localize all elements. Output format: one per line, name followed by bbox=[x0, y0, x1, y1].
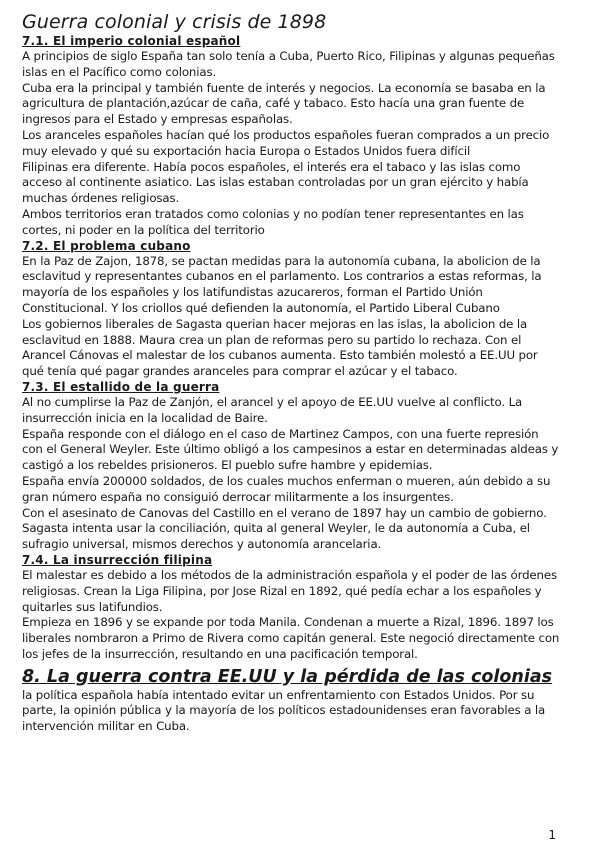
section-heading: 7.1. El imperio colonial español bbox=[22, 34, 241, 48]
paragraph: Al no cumplirse la Paz de Zanjón, el arancel y el apoyo de EE.UU vuelve al conflicto. La insurrección inicia en la localidad de Baire. bbox=[22, 394, 523, 425]
paragraph: Los aranceles españoles hacían qué los productos españoles fueran comprados a un precio muy elevado y qué su exportación hacia Europa o Estados Unidos fuera difícil bbox=[22, 127, 550, 158]
section-heading: 7.4. La insurrección filipina bbox=[22, 552, 213, 567]
paragraph: Filipinas era diferente. Había pocos españoles, el interés era el tabaco y las islas como acceso al continente asiatico. Las islas estaban controladas por un gran ejército y había muchas órdenes religiosas. bbox=[22, 159, 529, 206]
section-insurreccion-filipina bbox=[22, 553, 562, 663]
section-heading: 8. La guerra contra EE.UU y la pérdida de las colonias bbox=[22, 666, 553, 687]
paragraph: Empieza en 1896 y se expande por toda Manila. Condenan a muerte a Rizal, 1896. 1897 los liberales nombraron a Primo de Rivera como capitán general. Este negoció directamente con los jefes de la insurrección, resultando en una pacificación temporal. bbox=[22, 615, 560, 661]
section-heading: 7.3. El estallido de la guerra bbox=[22, 379, 220, 394]
section-estallido-guerra bbox=[22, 380, 562, 553]
paragraph: Con el asesinato de Canovas del Castillo en el verano de 1897 hay un cambio de gobierno. Sagasta intenta usar la conciliación, quita al general Weyler, le da autonomía a Cuba, el sufragio universal, mismos derechos y autonomía arancelaria. bbox=[22, 505, 547, 552]
paragraph: A principios de siglo España tan solo tenía a Cuba, Puerto Rico, Filipinas y algunas pequeñas islas en el Pacífico como colonias. bbox=[22, 49, 555, 79]
paragraph: El malestar es debido a los métodos de la administración española y el poder de las órdenes religiosas. Crean la Liga Filipina, por Jose Rizal en 1892, qué pedía echar a los españoles y quitarles sus latifundios. bbox=[22, 567, 557, 614]
section-heading: 7.2. El problema cubano bbox=[22, 238, 191, 253]
section-imperio-colonial bbox=[22, 34, 562, 239]
document-page bbox=[22, 10, 562, 735]
paragraph: Los gobiernos liberales de Sagasta querian hacer mejoras en las islas, la abolicion de la esclavitud en 1888. Maura crea un plan de reformas pero su partido lo rechaza. Con el Arancel Cánovas el malestar de los cubanos aumenta. Esto también molestó a EE.UU por qué tenía qué pagar grandes aranceles para comprar el azúcar y el tabaco. bbox=[22, 316, 538, 379]
page-number: 1 bbox=[548, 828, 556, 842]
page-title: Guerra colonial y crisis de 1898 bbox=[22, 11, 327, 33]
paragraph: España responde con el diálogo en el caso de Martinez Campos, con una fuerte represión con el General Weyler. Este último obligó a los campesinos a estar en determinadas aldeas y castigó a los rebeldes prisioneros. El pueblo sufre hambre y epidemias. bbox=[22, 426, 559, 473]
section-guerra-eeuu bbox=[22, 667, 562, 735]
paragraph: Ambos territorios eran tratados como colonias y no podían tener representantes en las cortes, ni poder en la política del territorio bbox=[22, 206, 524, 237]
paragraph: la política española había intentado evitar un enfrentamiento con Estados Unidos. Por su parte, la opinión pública y la mayoría de los políticos estadounidenses eran favorables a la intervención militar en Cuba. bbox=[22, 687, 546, 734]
paragraph: Cuba era la principal y también fuente de interés y negocios. La economía se basaba en la agricultura de plantación,azúcar de caña, café y tabaco. Esto hacía una gran fuente de ingresos para el Estado y empresas españolas. bbox=[22, 80, 546, 127]
paragraph: En la Paz de Zajon, 1878, se pactan medidas para la autonomía cubana, la abolicion de la esclavitud y representantes cubanos en el parlamento. Los contrarios a estas reformas, la mayoría de los españoles y los latifundistas azucareros, forman el Partido Unión Constitucional. Y los criollos qué defienden la autonomía, el Partido Liberal Cubano bbox=[22, 253, 542, 315]
section-problema-cubano bbox=[22, 239, 562, 380]
paragraph: España envía 200000 soldados, de los cuales muchos enferman o mueren, aún debido a su gran número españa no consiguió derrocar militarmente a los insurgentes. bbox=[22, 473, 551, 504]
